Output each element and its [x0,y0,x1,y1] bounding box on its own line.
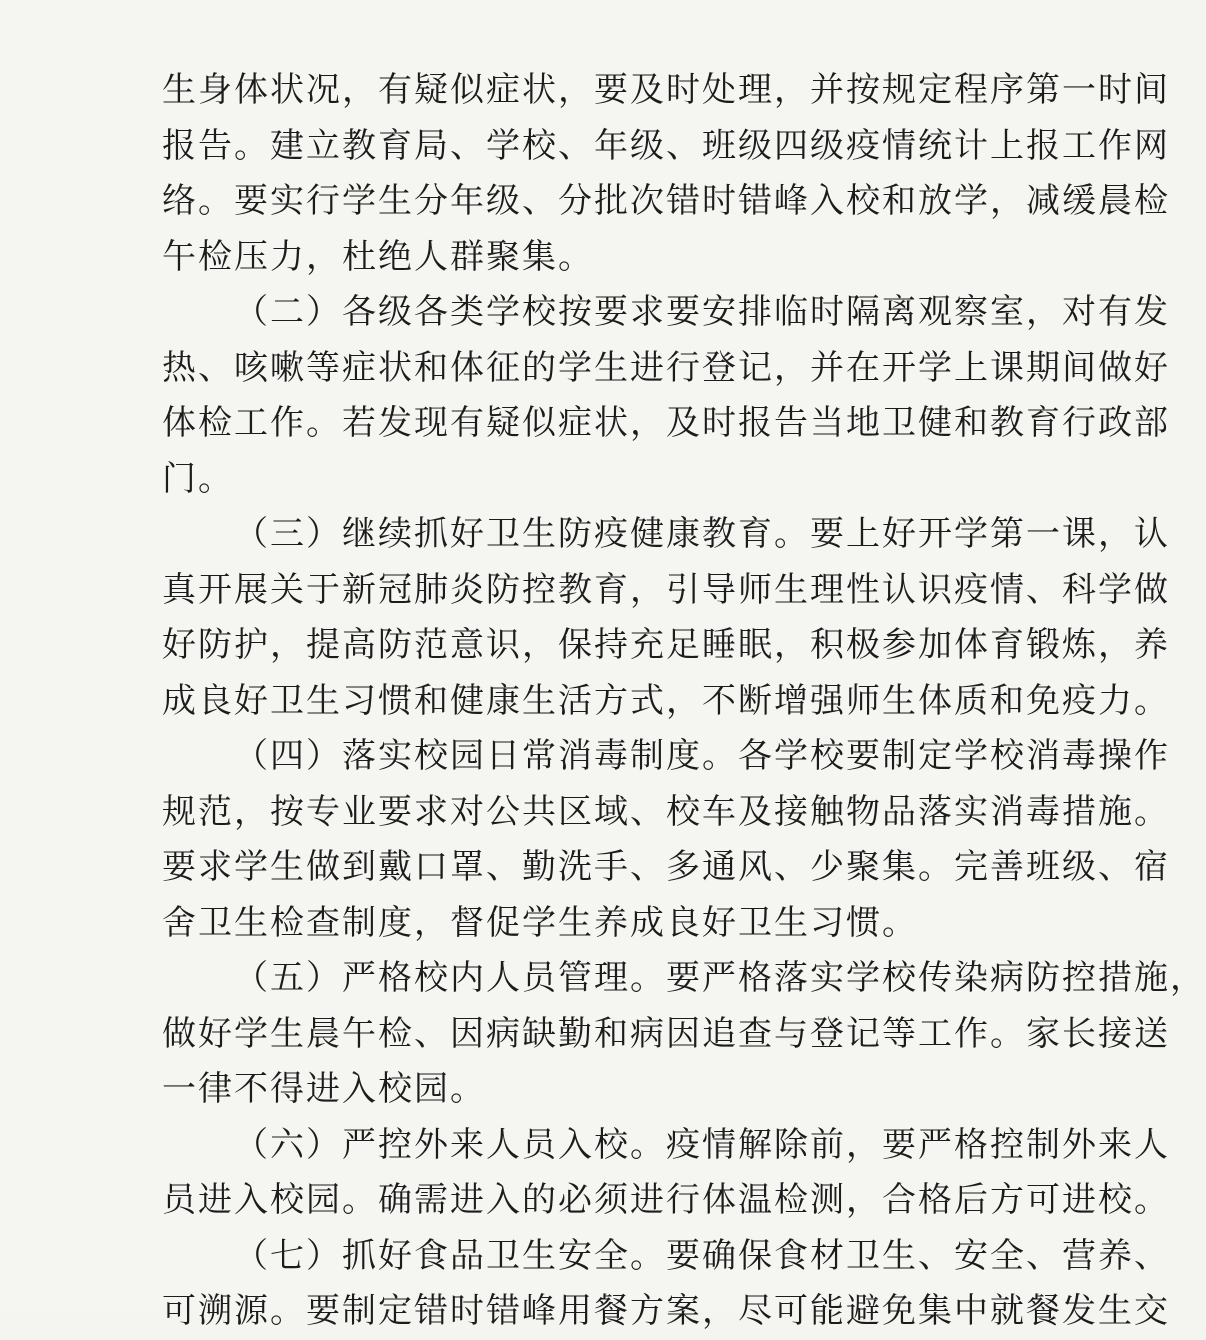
text-line: 可溯源。要制定错时错峰用餐方案，尽可能避免集中就餐发生交 [162,1291,1170,1331]
paragraph-heading-line: （五）严格校内人员管理。要严格落实学校传染病防控措施， [234,958,1206,998]
text-line: 体检工作。若发现有疑似症状，及时报告当地卫健和教育行政部 [162,403,1170,443]
text-line: 生身体状况，有疑似症状，要及时处理，并按规定程序第一时间 [162,70,1170,110]
text-line: 热、咳嗽等症状和体征的学生进行登记，并在开学上课期间做好 [162,347,1170,388]
text-line: 午检压力，杜绝人群聚集。 [162,236,594,277]
text-line: 舍卫生检查制度，督促学生养成良好卫生习惯。 [162,902,918,943]
text-line: 好防护，提高防范意识，保持充足睡眠，积极参加体育锻炼，养 [162,625,1170,665]
text-line: 络。要实行学生分年级、分批次错时错峰入校和放学，减缓晨检 [162,181,1170,221]
text-line: 员进入校园。确需进入的必须进行体温检测，合格后方可进校。 [162,1180,1170,1220]
paragraph-heading-line: （三）继续抓好卫生防疫健康教育。要上好开学第一课，认 [234,514,1170,554]
paragraph-heading-line: （四）落实校园日常消毒制度。各学校要制定学校消毒操作 [234,736,1170,776]
text-line: 规范，按专业要求对公共区域、校车及接触物品落实消毒措施。 [162,791,1170,832]
paragraph-heading-line: （二）各级各类学校按要求要安排临时隔离观察室，对有发 [234,292,1170,332]
text-line: 门。 [162,458,234,499]
document-body [162,63,1206,1340]
text-line: 一律不得进入校园。 [162,1069,486,1109]
text-line: 要求学生做到戴口罩、勤洗手、多通风、少聚集。完善班级、宿 [162,847,1170,887]
paragraph-heading-line: （七）抓好食品卫生安全。要确保食材卫生、安全、营养、 [234,1235,1170,1276]
text-line: 报告。建立教育局、学校、年级、班级四级疫情统计上报工作网 [162,125,1170,166]
text-line: 成良好卫生习惯和健康生活方式，不断增强师生体质和免疫力。 [162,680,1170,721]
text-line: 真开展关于新冠肺炎防控教育，引导师生理性认识疫情、科学做 [162,569,1170,610]
paragraph-heading-line: （六）严控外来人员入校。疫情解除前，要严格控制外来人 [234,1124,1170,1165]
text-line: 做好学生晨午检、因病缺勤和病因追查与登记等工作。家长接送 [162,1013,1170,1054]
